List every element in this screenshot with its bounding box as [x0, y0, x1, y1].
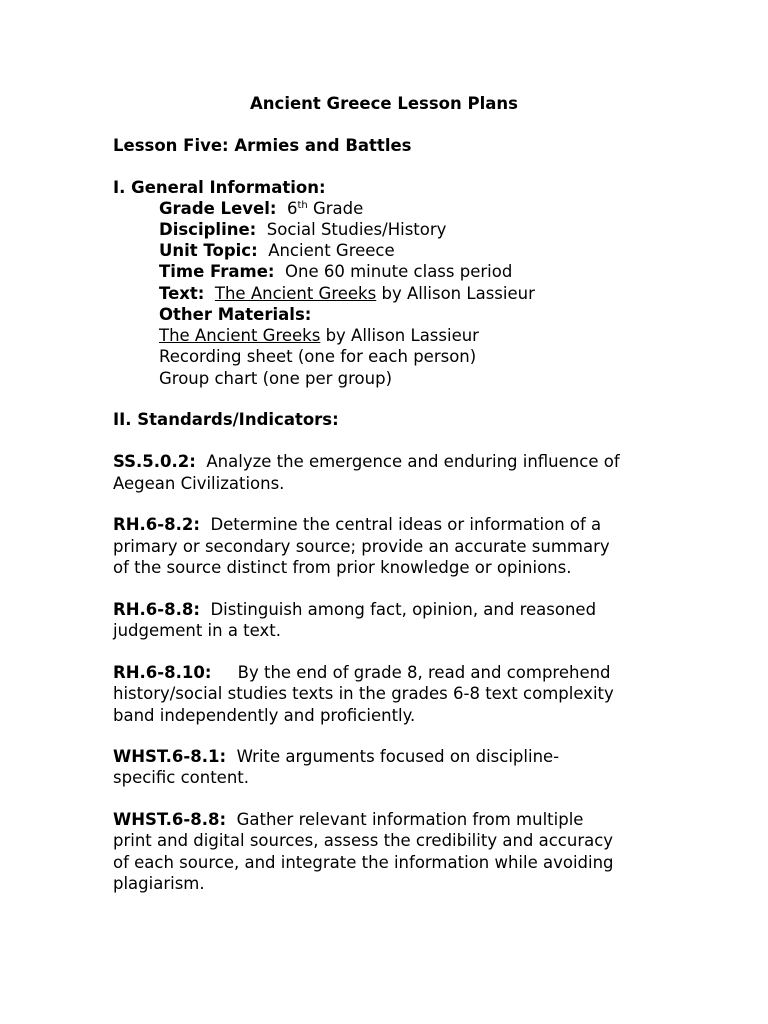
unit-topic-row: [159, 240, 395, 261]
standard-text: Write arguments focused on discipline-: [236, 747, 560, 766]
standard-text-line: primary or secondary source; provide an accurate summary: [113, 537, 610, 556]
standard-item: [113, 599, 596, 620]
document-title: Ancient Greece Lesson Plans: [250, 94, 518, 113]
discipline-row: [159, 219, 446, 240]
general-heading-text: I. General Information:: [113, 178, 326, 197]
standard-text-line: of each source, and integrate the information while avoiding: [113, 853, 614, 872]
standard-text: Gather relevant information from multiple: [236, 810, 584, 829]
standard-item: [113, 809, 583, 830]
lesson-heading: [113, 135, 412, 156]
standard-item: [113, 514, 601, 535]
text-label: Text:: [159, 284, 205, 303]
standard-code: RH.6-8.2:: [113, 515, 200, 534]
material-rest: Group chart (one per group): [159, 369, 393, 388]
material-title: The Ancient Greeks: [159, 326, 321, 345]
grade-suffix: th: [297, 200, 308, 211]
standard-code: WHST.6-8.8:: [113, 810, 227, 829]
unit-topic-value: Ancient Greece: [268, 241, 395, 260]
lesson-title: Lesson Five: Armies and Battles: [113, 136, 412, 155]
standard-text-line: history/social studies texts in the grades 6-8 text complexity: [113, 684, 614, 703]
standard-item: [113, 451, 620, 472]
standards-heading: [113, 409, 339, 430]
standard-text-line: band independently and proficiently.: [113, 706, 416, 725]
time-frame-row: [159, 261, 512, 282]
material-rest: Recording sheet (one for each person): [159, 347, 477, 366]
standard-code: RH.6-8.8:: [113, 600, 200, 619]
standard-code: SS.5.0.2:: [113, 452, 196, 471]
standard-item: [113, 662, 611, 683]
standards-heading-text: II. Standards/Indicators:: [113, 410, 339, 429]
standard-code: RH.6-8.10:: [113, 663, 212, 682]
discipline-value: Social Studies/History: [266, 220, 447, 239]
time-frame-value: One 60 minute class period: [285, 262, 513, 281]
text-row: [159, 283, 535, 304]
standard-text: Analyze the emergence and enduring influence of: [206, 452, 620, 471]
material-item: [159, 325, 479, 346]
material-item: [159, 368, 392, 389]
unit-topic-label: Unit Topic:: [159, 241, 258, 260]
standard-text: By the end of grade 8, read and comprehend: [237, 663, 611, 682]
material-rest: by Allison Lassieur: [325, 326, 479, 345]
standard-code: WHST.6-8.1:: [113, 747, 227, 766]
grade-level-row: [159, 198, 363, 219]
grade-number: 6: [286, 199, 298, 218]
discipline-label: Discipline:: [159, 220, 257, 239]
standard-text-line: Aegean Civilizations.: [113, 474, 285, 493]
other-materials-label: Other Materials:: [159, 305, 312, 324]
time-frame-label: Time Frame:: [159, 262, 275, 281]
standard-text-line: judgement in a text.: [113, 621, 281, 640]
standard-item: [113, 746, 559, 767]
text-book-author: by Allison Lassieur: [381, 284, 535, 303]
standard-text-line: specific content.: [113, 768, 250, 787]
standard-text: Distinguish among fact, opinion, and reasoned: [210, 600, 597, 619]
standard-text-line: plagiarism.: [113, 874, 205, 893]
material-item: [159, 346, 476, 367]
general-info-heading: [113, 177, 326, 198]
grade-word: Grade: [312, 199, 364, 218]
other-materials-row: [159, 304, 311, 325]
standard-text: Determine the central ideas or information of a: [210, 515, 602, 534]
text-book-title: The Ancient Greeks: [214, 284, 377, 303]
standard-text-line: print and digital sources, assess the credibility and accuracy: [113, 831, 614, 850]
standard-text-line: of the source distinct from prior knowledge or opinions.: [113, 558, 572, 577]
grade-level-label: Grade Level:: [159, 199, 277, 218]
